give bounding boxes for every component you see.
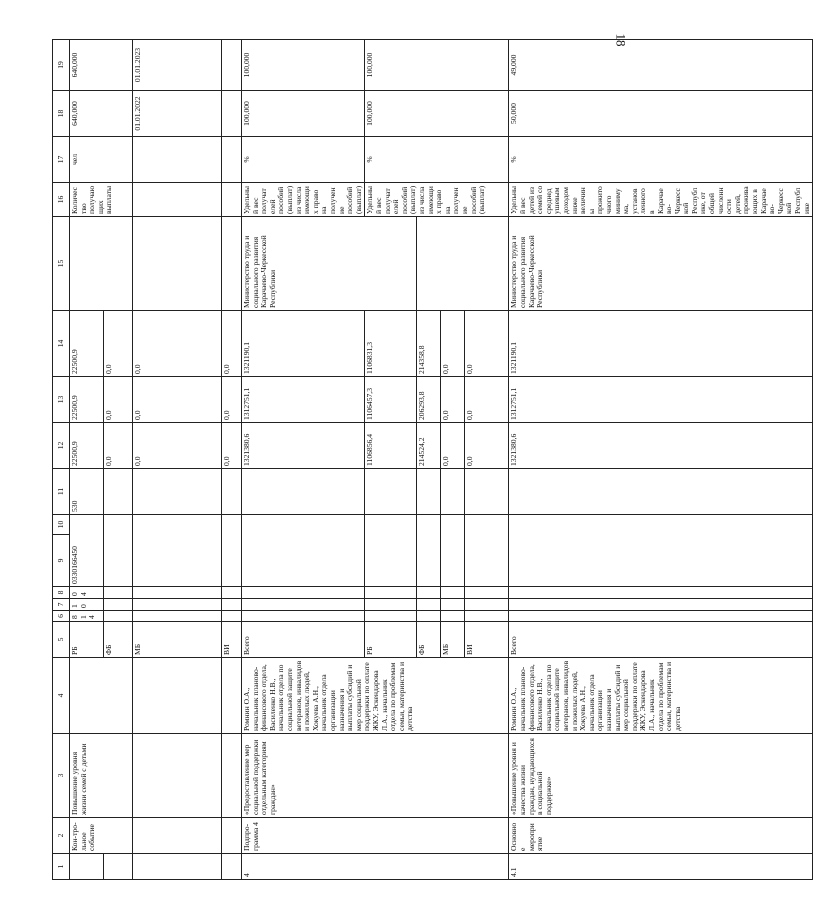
prog-kind: Подпро-грамма 4 xyxy=(242,818,509,854)
event-unit: % xyxy=(509,136,813,182)
src-cell: Всего xyxy=(509,621,813,657)
value-12: 0,0 xyxy=(133,376,222,422)
src-cell: МБ xyxy=(441,621,465,657)
col-6: 6 xyxy=(53,610,70,621)
value-12: 1312751,1 xyxy=(509,376,813,422)
page-number: 18 xyxy=(613,33,629,47)
table-row xyxy=(70,39,104,879)
prog-ind1-unit: % xyxy=(242,136,365,182)
col-13: 13 xyxy=(53,376,70,422)
value-13: 0,0 xyxy=(103,310,132,376)
kbk-section: 10 xyxy=(70,598,104,610)
target-v18: 640,000 xyxy=(70,39,133,90)
rotated-table-container xyxy=(52,40,811,880)
target-indicator: Количество получающих выплаты xyxy=(70,182,133,216)
src-cell: Всего xyxy=(242,621,365,657)
event-exec: Ромнин О.А., начальник планово-финансового отдела, Василенко Н.В., начальник отдела по социальной защите ветеранов, инвалидов и пожилых людей, Хокуева А.Н., начальник отдела организации назначения и выплаты субсидий и мер социальной поддержки по оплате ЖКУ, Эскендарова Л.А., начальник отдела по проблемам семьи, материнства и детства xyxy=(509,658,813,734)
value-12: 0,0 xyxy=(222,376,242,422)
col-4: 4 xyxy=(53,658,70,734)
event-kind: Основное мероприятие xyxy=(509,818,813,854)
col-18: 18 xyxy=(53,90,70,136)
value-13: 1321190,1 xyxy=(242,310,365,376)
value-11: 0,0 xyxy=(441,422,465,468)
src-cell: МБ xyxy=(133,621,222,657)
event-v18: 49,000 xyxy=(509,39,813,90)
prog-exec: Ромнин О.А., начальник планово-финансового отдела, Василенко Н.В., начальник отдела по социальной защите ветеранов, инвалидов и пожилых людей, Хокуева А.Н., начальник отдела организации назначения и выплаты субсидий и мер социальной поддержки по оплате ЖКУ, Эскендарова Л.А., начальник отдела по проблемам семьи, материнства и детства xyxy=(242,658,509,734)
value-11: 1106856,4 xyxy=(365,422,417,468)
target-label: Кон-тро-льное событие xyxy=(70,818,133,854)
col-17: 17 xyxy=(53,136,70,182)
value-13: 0,0 xyxy=(222,310,242,376)
event-v17: 50,000 xyxy=(509,90,813,136)
col-1: 1 xyxy=(53,854,70,880)
src-cell: РБ xyxy=(365,621,417,657)
prog-ind2: Удельный вес получателей пособий (выплат) из числа имеющих право на получение пособий (выплат) xyxy=(365,182,509,216)
event-num: 4.1 xyxy=(509,854,813,880)
prog-ind1: Удельный вес получателей пособий (выплат) из числа имеющих право на получение пособий (выплат) xyxy=(242,182,365,216)
program-table xyxy=(52,39,813,880)
value-12: 0,0 xyxy=(103,376,132,422)
value-13: 1106831,3 xyxy=(365,310,417,376)
prog-ind2-unit: % xyxy=(365,136,509,182)
value-13: 0,0 xyxy=(465,310,509,376)
target-v17: 640,000 xyxy=(70,90,133,136)
prog-num: 4 xyxy=(242,854,509,880)
src-cell: ВИ xyxy=(465,621,509,657)
kbk-subsection: 04 xyxy=(70,586,104,598)
value-11: 214524,2 xyxy=(417,422,441,468)
value-12: 22500,9 xyxy=(70,376,104,422)
event-indicator: Удельный вес детей из семей со среднедушевым доходом ниже величины прожиточного минимума, установленного в Карачаево-Черкесской Республике, от общей численности детей, проживающих в Карачаево-Черкесской Республике xyxy=(509,182,813,216)
value-13: 0,0 xyxy=(441,310,465,376)
value-13: 0,0 xyxy=(133,310,222,376)
col-2: 2 xyxy=(53,818,70,854)
value-13: 214358,8 xyxy=(417,310,441,376)
col-9: 9 xyxy=(53,534,70,586)
event-name: «Повышение уровня и качества жизни граждан, нуждающихся в социальной поддержке» xyxy=(509,734,813,818)
col-14: 14 xyxy=(53,310,70,376)
col-16: 16 xyxy=(53,182,70,216)
subprogram-row xyxy=(242,39,365,879)
col-8: 8 xyxy=(53,586,70,598)
table-row xyxy=(222,39,242,879)
src-cell: РБ xyxy=(70,621,104,657)
value-11: 1321380,6 xyxy=(242,422,365,468)
col-3: 3 xyxy=(53,734,70,818)
value-11: 0,0 xyxy=(103,422,132,468)
event-ministry: Министерство труда и социального развития Карачаево-Черкесской Республики xyxy=(509,216,813,310)
prog-ind2-v17: 100,000 xyxy=(365,90,509,136)
value-12: 1312751,1 xyxy=(242,376,365,422)
date-18: 01.01.2023 xyxy=(133,39,222,90)
col-10: 10 xyxy=(53,514,70,534)
src-cell: ФБ xyxy=(417,621,441,657)
col-7: 7 xyxy=(53,598,70,610)
rotated-page-frame xyxy=(52,40,811,880)
column-number-row xyxy=(53,39,70,879)
prog-ind2-v18: 100,000 xyxy=(365,39,509,90)
prog-ind1-v17: 100,000 xyxy=(242,90,365,136)
target-text: Повышение уровня жизни семей с детьми xyxy=(70,734,133,818)
event-row xyxy=(509,39,813,879)
prog-ministry: Министерство труда и социального развития Карачаево-Черкесской Республики xyxy=(242,216,417,310)
col-11: 11 xyxy=(53,468,70,514)
prog-name: «Предоставление мер социальной поддержки отдельным категориям граждан» xyxy=(242,734,509,818)
src-cell: ВИ xyxy=(222,621,242,657)
value-11: 22500,9 xyxy=(70,422,104,468)
value-11: 0,0 xyxy=(133,422,222,468)
src-cell: ФБ xyxy=(103,621,132,657)
kbk-type: 530 xyxy=(70,468,104,514)
col-12: 12 xyxy=(53,422,70,468)
target-unit: чел xyxy=(70,136,133,182)
value-13: 1321190,1 xyxy=(509,310,813,376)
value-11: 1321380,6 xyxy=(509,422,813,468)
value-12: 0,0 xyxy=(465,376,509,422)
prog-ind1-v18: 100,000 xyxy=(242,39,365,90)
table-row xyxy=(133,39,222,879)
value-12: 206293,8 xyxy=(417,376,441,422)
col-5: 5 xyxy=(53,621,70,657)
col-19: 19 xyxy=(53,39,70,90)
col-15: 15 xyxy=(53,216,70,310)
kbk-grbs: 814 xyxy=(70,610,104,621)
value-11: 0,0 xyxy=(465,422,509,468)
value-11: 0,0 xyxy=(222,422,242,468)
date-17: 01.01.2022 xyxy=(133,90,222,136)
kbk-target: 0330166450 xyxy=(70,514,104,586)
value-12: 0,0 xyxy=(441,376,465,422)
value-12: 1106457,3 xyxy=(365,376,417,422)
value-13: 22500,9 xyxy=(70,310,104,376)
